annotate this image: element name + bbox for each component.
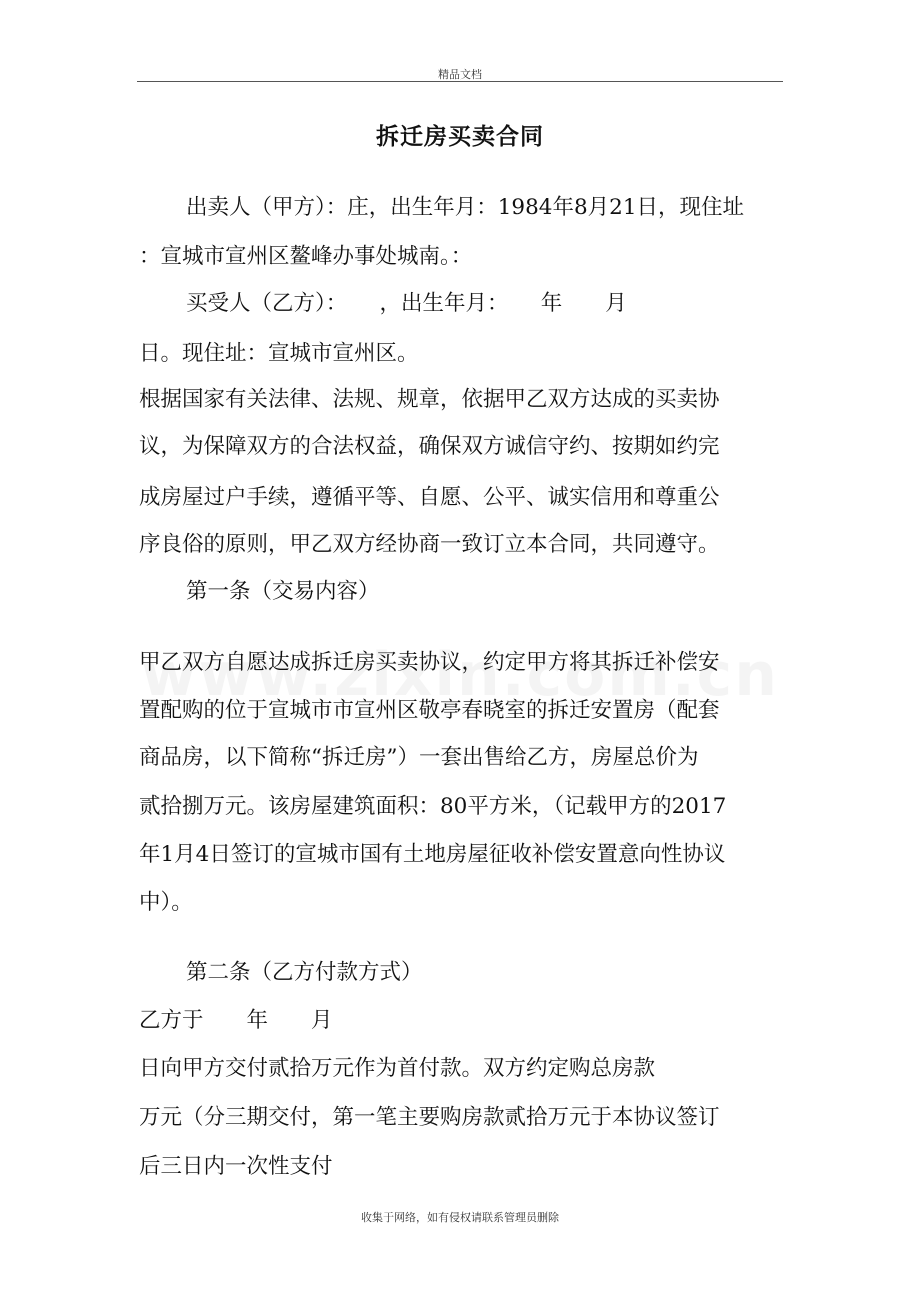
article-1-line-6: 中）。 bbox=[139, 890, 193, 915]
buyer-line-2: 日。现住址：宣城市宣州区。 bbox=[139, 341, 419, 366]
article-2-line-4: 后三日内一次性支付 bbox=[139, 1154, 333, 1179]
preamble-line-3: 成房屋过户手续，遵循平等、自愿、公平、诚实信用和尊重公 bbox=[139, 485, 720, 510]
document-title: 拆迁房买卖合同 bbox=[376, 124, 544, 150]
article-2-line-3: 万元（分三期交付，第一笔主要购房款贰拾万元于本协议签订 bbox=[139, 1105, 720, 1130]
article-1-line-2: 置配购的位于宣城市市宣州区敬亭春晓室的拆迁安置房（配套 bbox=[139, 698, 720, 723]
article-2-line-1: 乙方于 年 月 bbox=[139, 1008, 333, 1033]
article-1-heading: 第一条（交易内容） bbox=[186, 579, 380, 604]
header-divider bbox=[137, 81, 783, 82]
article-2-line-2: 日向甲方交付贰拾万元作为首付款。双方约定购总房款 bbox=[139, 1056, 656, 1081]
article-1-line-3: 商品房，以下简称“拆迁房”）一套出售给乙方，房屋总价为 bbox=[139, 745, 699, 770]
article-2-heading: 第二条（乙方付款方式） bbox=[186, 960, 423, 985]
preamble-line-4: 序良俗的原则，甲乙双方经协商一致订立本合同，共同遵守。 bbox=[139, 532, 720, 557]
article-1-line-5: 年1月4日签订的宣城市国有土地房屋征收补偿安置意向性协议 bbox=[139, 842, 726, 867]
buyer-line-1: 买受人（乙方）： ，出生年月： 年 月 bbox=[186, 291, 627, 316]
preamble-line-2: 议，为保障双方的合法权益，确保双方诚信守约、按期如约完 bbox=[139, 434, 720, 459]
page-header-text: 精品文档 bbox=[438, 68, 482, 81]
article-1-line-1: 甲乙双方自愿达成拆迁房买卖协议，约定甲方将其拆迁补偿安 bbox=[139, 650, 720, 675]
page-footer-text: 收集于网络，如有侵权请联系管理员删除 bbox=[361, 1211, 559, 1224]
seller-line-1: 出卖人（甲方）：庄，出生年月：1984年8月21日，现住址 bbox=[186, 195, 745, 220]
preamble-line-1: 根据国家有关法律、法规、规章，依据甲乙双方达成的买卖协 bbox=[139, 387, 720, 412]
seller-line-2: ：宣城市宣州区鳌峰办事处城南。： bbox=[139, 244, 473, 269]
article-1-line-4: 贰拾捌万元。该房屋建筑面积：80平方米，（记载甲方的2017 bbox=[139, 794, 727, 819]
